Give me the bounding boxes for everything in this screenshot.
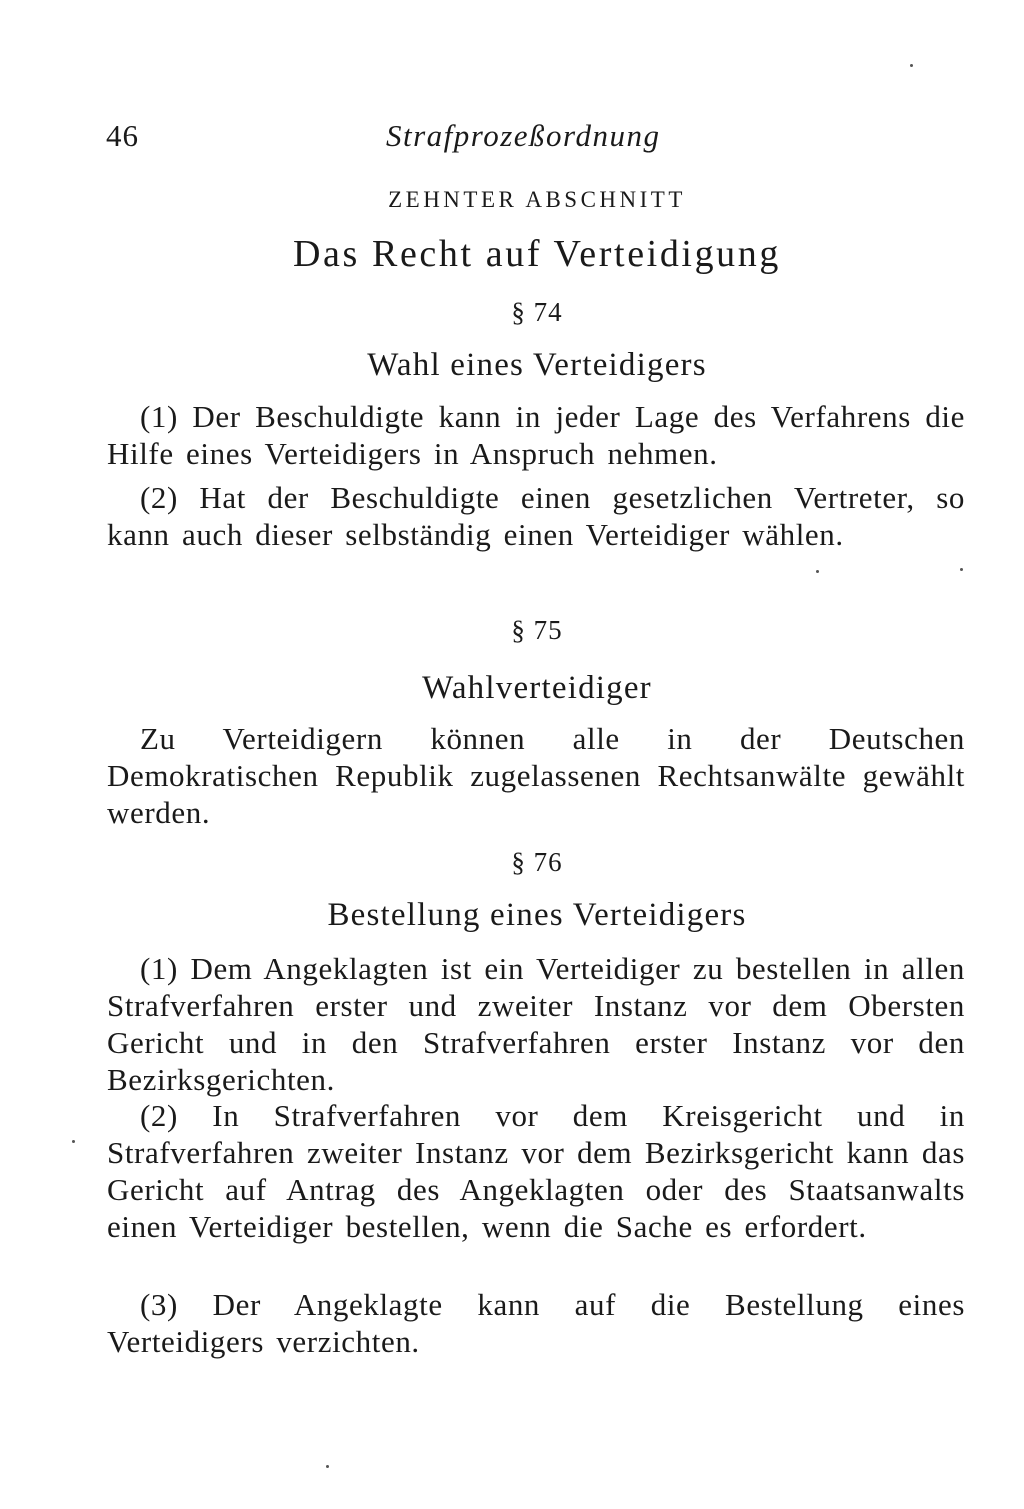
paragraph-74-2: (2) Hat der Beschuldigte einen gesetzlichen Vertreter, so kann auch dieser selbständig einen Verteidiger wählen. — [107, 480, 965, 552]
scan-speck — [72, 1140, 75, 1143]
scan-speck — [960, 568, 963, 571]
section-title-76: Bestellung eines Verteidigers — [327, 897, 747, 933]
section-number-76: § 76 — [511, 847, 563, 877]
section-title-74: Wahl eines Verteidigers — [367, 347, 707, 383]
section-number-75: § 75 — [511, 615, 563, 645]
scan-speck — [816, 570, 819, 573]
paragraph-76-3: (3) Der Angeklagte kann auf die Bestellung eines Verteidigers verzichten. — [107, 1287, 965, 1359]
scan-speck — [910, 64, 913, 67]
chapter-title: Das Recht auf Verteidigung — [293, 233, 781, 275]
section-title-75: Wahlverteidiger — [422, 670, 652, 706]
paragraph-75: Zu Verteidigern können alle in der Deutschen Demokratischen Republik zugelassenen Rechtsanwälte gewählt werden. — [107, 721, 965, 830]
paragraph-76-1: (1) Dem Angeklagten ist ein Verteidiger zu bestellen in allen Strafverfahren erster und zweiter Instanz vor dem Obersten Gericht und in den Strafverfahren erster Instanz vor den Bezirksgerichten. — [107, 951, 965, 1097]
section-number-74: § 74 — [511, 297, 563, 327]
paragraph-76-2: (2) In Strafverfahren vor dem Kreisgericht und in Strafverfahren zweiter Instanz vor dem Bezirksgericht kann das Gericht auf Antrag des Angeklagten oder des Staatsanwalts einen Verteidiger bestellen, wenn die Sache es erfordert. — [107, 1098, 965, 1244]
chapter-label: ZEHNTER ABSCHNITT — [388, 187, 686, 212]
running-head: Strafprozeßordnung — [386, 118, 661, 153]
scan-speck — [326, 1465, 329, 1468]
paragraph-74-1: (1) Der Beschuldigte kann in jeder Lage des Verfahrens die Hilfe eines Verteidigers in Anspruch nehmen. — [107, 399, 965, 471]
page-number: 46 — [106, 118, 139, 153]
